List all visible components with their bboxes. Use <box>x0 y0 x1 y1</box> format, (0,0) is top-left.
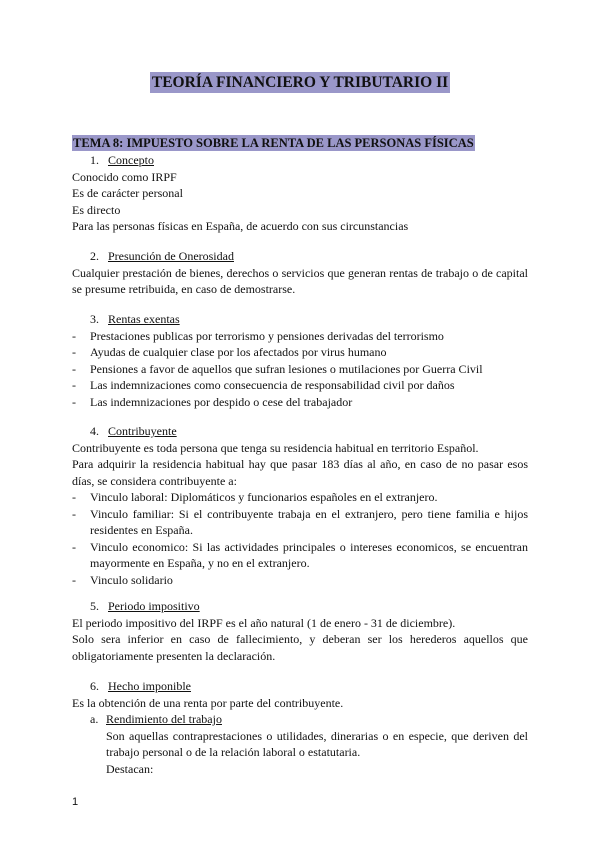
subsection-heading: a. Rendimiento del trabajo <box>90 712 222 726</box>
heading-label: Rentas exentas <box>108 312 180 326</box>
list-item: - Las indemnizaciones por despido o cese del trabajador <box>72 394 353 409</box>
section-heading: 1. Concepto <box>90 153 154 167</box>
list-item: - Vinculo familiar: Si el contribuyente trabaja en el extranjero, pero tiene familia e hijos residentes en España. <box>72 506 528 537</box>
paragraph: Son aquellas contraprestaciones o utilidades, dinerarias o en especie, que deriven del trabajo personal o de la relación laboral o estatutaria. <box>106 728 528 759</box>
heading-label: Periodo impositivo <box>108 599 200 613</box>
section-hecho-imponible <box>72 678 528 777</box>
text-line: Es directo <box>72 202 121 217</box>
list-item: - Vinculo solidario <box>72 572 173 587</box>
list-item: - Pensiones a favor de aquellos que sufran lesiones o mutilaciones por Guerra Civil <box>72 361 483 376</box>
paragraph: Destacan: <box>106 761 154 776</box>
paragraph: Cualquier prestación de bienes, derechos o servicios que generan rentas de trabajo o de capital se presume retribuida, en caso de demostrarse. <box>72 265 528 296</box>
paragraph: El periodo impositivo del IRPF es el año natural (1 de enero - 31 de diciembre). <box>72 615 456 630</box>
list-item: - Prestaciones publicas por terrorismo y pensiones derivadas del terrorismo <box>72 328 444 343</box>
list-item: - Ayudas de cualquier clase por los afectados por virus humano <box>72 345 387 359</box>
heading-label: Contribuyente <box>108 424 177 438</box>
paragraph: Contribuyente es toda persona que tenga su residencia habitual en territorio Español. <box>72 440 479 455</box>
section-contribuyente <box>72 423 528 588</box>
paragraph: Para adquirir la residencia habitual hay que pasar 183 días al año, en caso de no pasar esos días, se considera contribuyente a: <box>72 457 528 488</box>
text-line: Es de carácter personal <box>72 186 183 200</box>
tema-heading <box>72 136 475 151</box>
document-title-text: TEORÍA FINANCIERO Y TRIBUTARIO II <box>151 74 449 91</box>
paragraph: Es la obtención de una renta por parte del contribuyente. <box>72 695 344 710</box>
section-heading: 4. Contribuyente <box>90 424 177 438</box>
list-item: - Vinculo laboral: Diplomáticos y funcionarios españoles en el extranjero. <box>72 490 438 504</box>
text-line: Conocido como IRPF <box>72 169 177 184</box>
paragraph: Solo sera inferior en caso de fallecimiento, y deberan ser los herederos aquellos que obligatoriamente presenten la declaración. <box>72 632 528 663</box>
heading-label: Hecho imponible <box>108 679 191 693</box>
tema-heading-text: TEMA 8: IMPUESTO SOBRE LA RENTA DE LAS PERSONAS FÍSICAS <box>73 136 474 150</box>
section-heading: 6. Hecho imponible <box>90 679 191 693</box>
section-heading: 5. Periodo impositivo <box>90 599 200 613</box>
text-line: Para las personas físicas en España, de acuerdo con sus circunstancias <box>72 219 409 233</box>
list-item: - Las indemnizaciones como consecuencia de responsabilidad civil por daños <box>72 378 455 392</box>
subsection-label: Rendimiento del trabajo <box>106 712 222 726</box>
page-number: 1 <box>72 796 79 808</box>
section-heading: 2. Presunción de Onerosidad <box>90 249 234 263</box>
heading-label: Presunción de Onerosidad <box>108 249 234 263</box>
section-heading: 3. Rentas exentas <box>90 312 180 326</box>
heading-label: Concepto <box>108 153 154 167</box>
document-title <box>0 74 600 92</box>
list-item: - Vinculo economico: Si las actividades principales o intereses economicos, se encuentran mayormente en España, y no en el extranjero. <box>72 539 528 570</box>
section-concepto <box>72 152 528 235</box>
section-periodo-impositivo <box>72 598 528 664</box>
section-rentas-exentas <box>72 311 528 410</box>
section-presuncion <box>72 248 528 298</box>
